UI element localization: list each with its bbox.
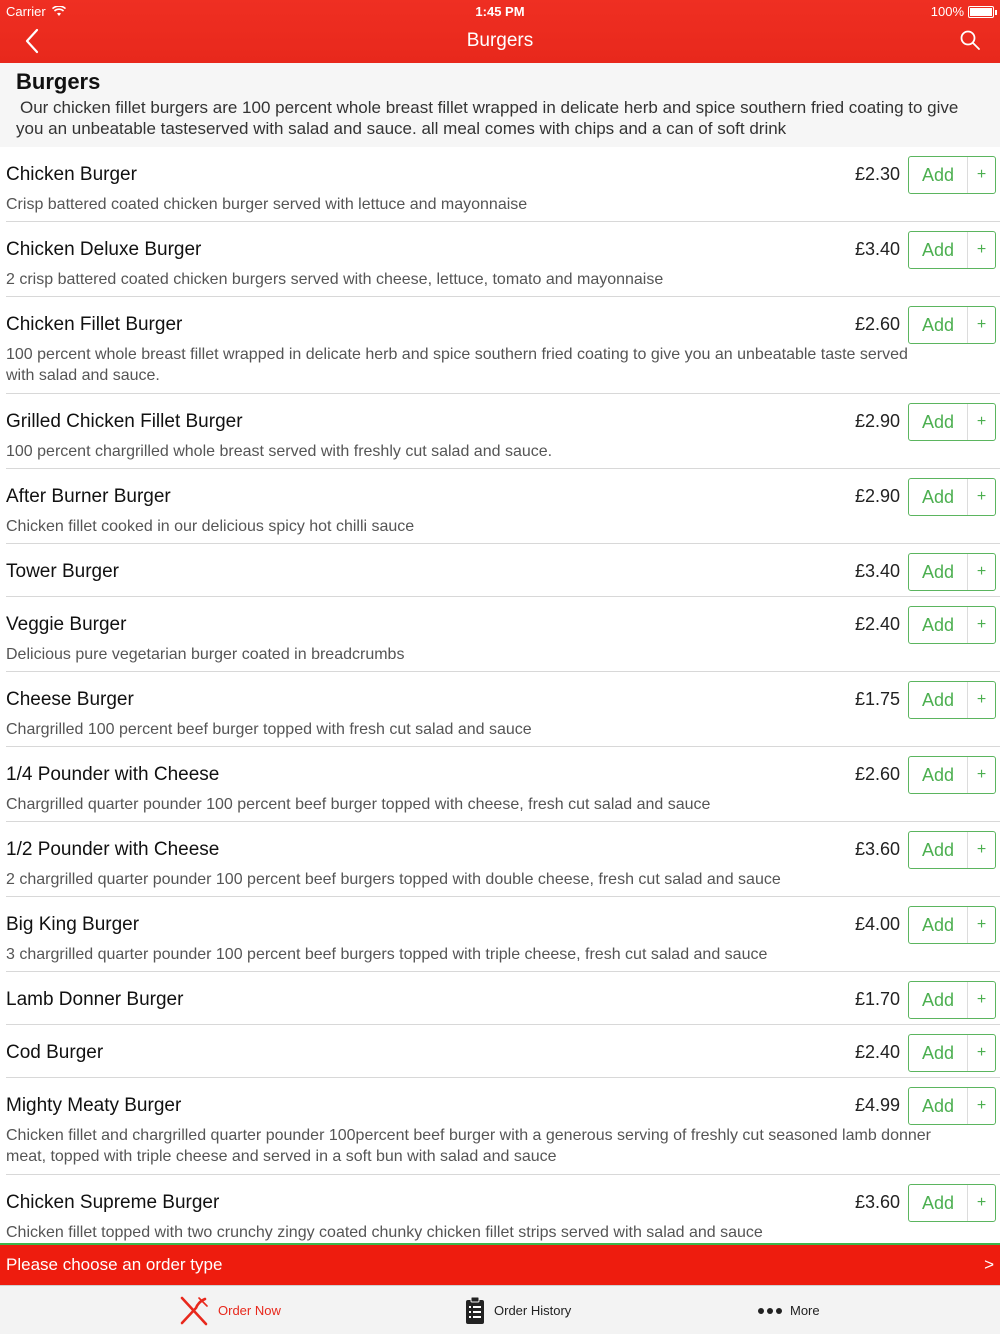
add-to-cart-button[interactable]: [908, 403, 996, 441]
add-to-cart-button[interactable]: [908, 831, 996, 869]
plus-icon: +: [967, 232, 995, 268]
add-button-label: Add: [921, 412, 955, 432]
item-name: Lamb Donner Burger: [6, 989, 184, 1010]
item-name: Veggie Burger: [6, 614, 127, 635]
item-price: £2.60: [854, 314, 900, 334]
tab-order-history-label: Order History: [494, 1303, 572, 1318]
item-description: Chicken fillet cooked in our delicious spicy hot chilli sauce: [6, 518, 415, 535]
add-button-label: Add: [921, 690, 955, 710]
add-button-label: Add: [921, 840, 955, 860]
tab-order-history[interactable]: [464, 1286, 571, 1334]
item-price: £3.60: [854, 839, 900, 859]
plus-icon: +: [967, 1035, 995, 1071]
category-header: [0, 63, 1000, 147]
search-icon[interactable]: [958, 28, 982, 52]
menu-item[interactable]: [6, 1078, 1000, 1175]
add-to-cart-button[interactable]: [908, 553, 996, 591]
add-to-cart-button[interactable]: [908, 478, 996, 516]
menu-item[interactable]: [6, 1175, 1000, 1243]
status-bar: [0, 0, 1000, 22]
page-title: Burgers: [466, 30, 534, 51]
plus-icon: +: [967, 907, 995, 943]
battery-percent: 100%: [930, 4, 964, 19]
add-to-cart-button[interactable]: [908, 606, 996, 644]
plus-icon: +: [967, 607, 995, 643]
plus-icon: +: [967, 307, 995, 343]
plus-icon: +: [967, 1088, 995, 1124]
item-name: 1/4 Pounder with Cheese: [6, 764, 220, 785]
add-button-label: Add: [921, 1193, 955, 1213]
item-name: Chicken Burger: [6, 164, 137, 185]
item-price: £2.60: [854, 764, 900, 784]
add-button-label: Add: [921, 990, 955, 1010]
add-to-cart-button[interactable]: [908, 156, 996, 194]
item-description: 3 chargrilled quarter pounder 100 percent beef burgers topped with triple cheese, fresh cut salad and sauce: [6, 946, 768, 963]
item-price: £2.40: [854, 614, 900, 634]
plus-icon: +: [967, 682, 995, 718]
plus-icon: +: [967, 832, 995, 868]
battery-icon: [968, 6, 994, 18]
tab-more-label: More: [790, 1303, 820, 1318]
order-type-text: Please choose an order type: [6, 1255, 223, 1274]
add-to-cart-button[interactable]: [908, 756, 996, 794]
item-name: Chicken Deluxe Burger: [6, 239, 202, 260]
item-description: Chargrilled quarter pounder 100 percent beef burger topped with cheese, fresh cut salad and sauce: [6, 796, 711, 813]
category-title: Burgers: [16, 69, 101, 94]
add-button-label: Add: [921, 315, 955, 335]
add-to-cart-button[interactable]: [908, 1034, 996, 1072]
item-price: £3.60: [854, 1192, 900, 1212]
item-name: Cheese Burger: [6, 689, 134, 710]
item-price: £2.40: [854, 1042, 900, 1062]
tab-bar: [0, 1285, 1000, 1334]
add-button-label: Add: [921, 915, 955, 935]
plus-icon: +: [967, 404, 995, 440]
item-name: Big King Burger: [6, 914, 140, 935]
item-description: Crisp battered coated chicken burger served with lettuce and mayonnaise: [6, 196, 528, 213]
item-price: £4.99: [854, 1095, 900, 1115]
item-description: 100 percent whole breast fillet wrapped in delicate herb and spice southern fried coating to give you an unbeatable taste served with salad and sauce.: [6, 346, 908, 384]
plus-icon: +: [967, 479, 995, 515]
item-description: Chicken fillet and chargrilled quarter pounder 100percent beef burger with a generous serving of freshly cut seasoned lamb donner meat, topped with triple cheese and served in a soft bun with salad and sauce: [6, 1127, 931, 1165]
menu-item[interactable]: [6, 394, 1000, 469]
category-description: Our chicken fillet burgers are 100 percent whole breast fillet wrapped in delicate herb and spice southern fried coating to give you an unbeatable tasteserved with salad and sauce. all meal comes with chips and a can of soft drink: [16, 98, 959, 138]
menu-item[interactable]: [6, 672, 1000, 747]
add-button-label: Add: [921, 240, 955, 260]
plus-icon: +: [967, 757, 995, 793]
chevron-right-icon: >: [984, 1255, 994, 1274]
add-to-cart-button[interactable]: [908, 981, 996, 1019]
plus-icon: +: [967, 1185, 995, 1221]
plus-icon: +: [967, 554, 995, 590]
menu-item[interactable]: [6, 597, 1000, 672]
item-name: Chicken Fillet Burger: [6, 314, 183, 335]
add-button-label: Add: [921, 615, 955, 635]
plus-icon: +: [967, 982, 995, 1018]
item-price: £1.70: [854, 989, 900, 1009]
add-button-label: Add: [921, 165, 955, 185]
carrier-label: Carrier: [6, 4, 46, 19]
menu-item-list[interactable]: [0, 147, 1000, 1243]
menu-item[interactable]: [6, 297, 1000, 394]
menu-item[interactable]: [6, 1025, 1000, 1078]
menu-item[interactable]: [6, 544, 1000, 597]
tab-more[interactable]: [758, 1286, 820, 1334]
menu-item[interactable]: [6, 897, 1000, 972]
menu-item[interactable]: [6, 222, 1000, 297]
item-name: Grilled Chicken Fillet Burger: [6, 411, 243, 432]
tab-order-now-label: Order Now: [218, 1303, 281, 1318]
item-name: Cod Burger: [6, 1042, 104, 1063]
item-price: £1.75: [854, 689, 900, 709]
item-name: After Burner Burger: [6, 486, 171, 507]
item-name: Chicken Supreme Burger: [6, 1192, 220, 1213]
item-description: Delicious pure vegetarian burger coated in breadcrumbs: [6, 646, 405, 663]
item-price: £4.00: [854, 914, 900, 934]
add-button-label: Add: [921, 562, 955, 582]
menu-item[interactable]: [6, 147, 1000, 222]
order-type-bar[interactable]: [0, 1243, 1000, 1285]
nav-bar: [0, 22, 1000, 63]
item-name: Tower Burger: [6, 561, 119, 582]
menu-item[interactable]: [6, 747, 1000, 822]
item-price: £2.90: [854, 411, 900, 431]
add-to-cart-button[interactable]: [908, 906, 996, 944]
add-button-label: Add: [921, 487, 955, 507]
item-price: £2.30: [854, 164, 900, 184]
item-name: 1/2 Pounder with Cheese: [6, 839, 220, 860]
menu-item[interactable]: [6, 972, 1000, 1025]
item-description: Chargrilled 100 percent beef burger topped with fresh cut salad and sauce: [6, 721, 532, 738]
add-button-label: Add: [921, 1096, 955, 1116]
add-to-cart-button[interactable]: [908, 1184, 996, 1222]
add-to-cart-button[interactable]: [908, 306, 996, 344]
menu-item[interactable]: [6, 469, 1000, 544]
item-description: 100 percent chargrilled whole breast served with freshly cut salad and sauce.: [6, 443, 553, 460]
item-price: £3.40: [854, 239, 900, 259]
item-price: £3.40: [854, 561, 900, 581]
item-name: Mighty Meaty Burger: [6, 1095, 182, 1116]
fork-knife-icon: [178, 1295, 210, 1327]
more-dots-icon: [758, 1307, 782, 1315]
add-to-cart-button[interactable]: [908, 231, 996, 269]
item-description: Chicken fillet topped with two crunchy zingy coated chunky chicken fillet strips served with salad and sauce: [6, 1224, 763, 1241]
clipboard-icon: [464, 1296, 486, 1326]
add-button-label: Add: [921, 765, 955, 785]
top-bar: [0, 0, 1000, 63]
add-button-label: Add: [921, 1043, 955, 1063]
status-time: 1:45 PM: [475, 4, 525, 19]
tab-order-now[interactable]: [178, 1286, 281, 1334]
item-description: 2 crisp battered coated chicken burgers served with cheese, lettuce, tomato and mayonnaise: [6, 271, 664, 288]
add-to-cart-button[interactable]: [908, 681, 996, 719]
item-price: £2.90: [854, 486, 900, 506]
item-description: 2 chargrilled quarter pounder 100 percent beef burgers topped with double cheese, fresh cut salad and sauce: [6, 871, 781, 888]
menu-item[interactable]: [6, 822, 1000, 897]
plus-icon: +: [967, 157, 995, 193]
add-to-cart-button[interactable]: [908, 1087, 996, 1125]
